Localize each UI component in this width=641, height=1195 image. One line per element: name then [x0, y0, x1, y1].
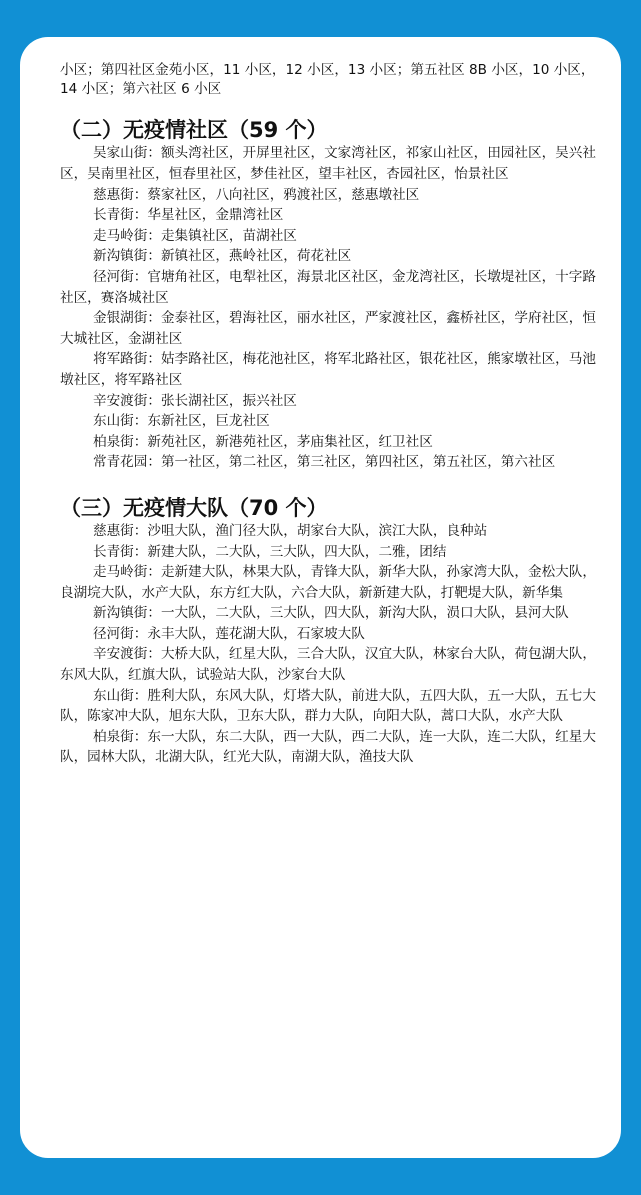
- list-item: 金银湖街：金泰社区，碧海社区，丽水社区，严家渡社区，鑫桥社区，学府社区，恒大城社区，金湖社区: [60, 310, 596, 347]
- list-item: 柏泉街：东一大队，东二大队，西一大队，西二大队，连一大队，连二大队，红星大队，园林大队，北湖大队，红光大队，南湖大队，渔技大队: [60, 728, 596, 766]
- list-item: 慈惠街：蔡家社区，八向社区，鸦渡社区，慈惠墩社区: [93, 186, 420, 203]
- section-brigades: [60, 495, 599, 768]
- list-item: 东山街：胜利大队，东风大队，灯塔大队，前进大队，五四大队，五一大队，五七大队，陈家冲大队，旭东大队，卫东大队，群力大队，向阳大队，蒿口大队，水产大队: [60, 687, 596, 725]
- list-item: 东山街：东新社区，巨龙社区: [93, 413, 270, 430]
- list-item: 柏泉街：新苑社区，新港苑社区，茅庙集社区，红卫社区: [93, 433, 433, 450]
- list-item: 新沟镇街：新镇社区，燕岭社区，荷花社区: [93, 248, 352, 265]
- list-item: 吴家山街：额头湾社区，开屏里社区，文家湾社区，祁家山社区，田园社区，吴兴社区，吴南里社区，恒春里社区，梦佳社区，望丰社区，杏园社区，怡景社区: [60, 145, 596, 182]
- list-item: 辛安渡街：张长湖社区，振兴社区: [93, 392, 297, 409]
- list-item: 走马岭街：走新建大队，林果大队，青锋大队，新华大队，孙家湾大队，金松大队，良湖垸大队，水产大队，东方红大队，六合大队，新新建大队，打靶堤大队，新华集: [60, 564, 596, 601]
- list-item: 长青街：新建大队，二大队，三大队，四大队，二雅，团结: [93, 543, 447, 560]
- list-item: 慈惠街：沙咀大队，渔门径大队，胡家台大队，滨江大队，良种站: [93, 522, 488, 539]
- section-communities: [60, 117, 599, 473]
- section-title: （二）无疫情社区（59 个）: [60, 118, 328, 143]
- list-item: 常青花园：第一社区，第二社区，第三社区，第四社区，第五社区，第六社区: [93, 454, 556, 471]
- list-item: 径河街：永丰大队，莲花湖大队，石家坡大队: [93, 625, 365, 642]
- content-card: [20, 37, 621, 1158]
- list-item: 走马岭街：走集镇社区，苗湖社区: [93, 227, 297, 244]
- list-item: 辛安渡街：大桥大队，红星大队，三合大队，汉宜大队，林家台大队，荷包湖大队，东风大队，红旗大队，试验站大队，沙家台大队: [60, 646, 596, 684]
- list-item: 径河街：官塘角社区，电犁社区，海景北区社区，金龙湾社区，长墩堤社区，十字路社区，赛洛城社区: [60, 268, 596, 306]
- list-item: 将军路街：姑李路社区，梅花池社区，将军北路社区，银花社区，熊家墩社区，马池墩社区，将军路社区: [60, 351, 596, 388]
- list-item: 长青街：华星社区，金鼎湾社区: [93, 207, 284, 224]
- intro-text: 小区；第四社区金苑小区，11 小区，12 小区，13 小区；第五社区 8B 小区，10 小区，14 小区；第六社区 6 小区: [60, 62, 595, 98]
- section-title: （三）无疫情大队（70 个）: [60, 495, 328, 520]
- list-item: 新沟镇街：一大队，二大队，三大队，四大队，新沟大队，涢口大队，县河大队: [93, 605, 569, 622]
